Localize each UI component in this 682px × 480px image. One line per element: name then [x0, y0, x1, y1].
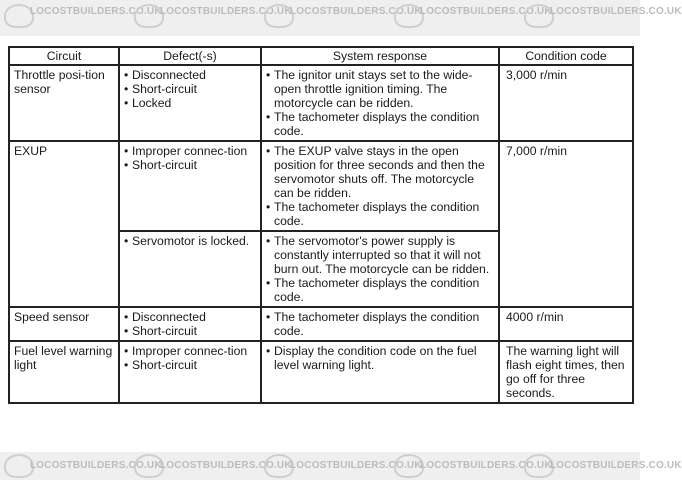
condition-code-cell: 7,000 r/min: [499, 141, 633, 307]
response-item: • The servomotor's power supply is constantly interrupted so that it will not burn out. The motorcycle can be ridden.: [266, 234, 494, 276]
watermark-item: [130, 452, 292, 480]
system-response-cell: [261, 65, 499, 141]
response-item: • The tachometer displays the condition code.: [266, 276, 494, 304]
defect-item: • Short-circuit: [124, 158, 256, 172]
defects-cell: [119, 141, 261, 231]
cropped-footnote: [8, 430, 208, 442]
defect-item: • Disconnected: [124, 68, 256, 82]
watermark-band-top: [0, 0, 682, 36]
watermark-text: LOCOSTBUILDERS.CO.UK: [290, 6, 422, 17]
defect-item: • Servomotor is locked.: [124, 234, 256, 248]
defect-item: • Short-circuit: [124, 324, 256, 338]
response-item: • The tachometer displays the condition code.: [266, 310, 494, 338]
watermark-item: [0, 452, 162, 480]
defect-item: • Improper connec-tion: [124, 344, 256, 358]
defects-cell: [119, 341, 261, 403]
circuit-cell: Speed sensor: [9, 307, 119, 341]
watermark-text: LOCOSTBUILDERS.CO.UK: [30, 460, 162, 471]
system-response-cell: [261, 307, 499, 341]
condition-code-cell: 3,000 r/min: [499, 65, 633, 141]
watermark-item: [520, 452, 682, 480]
response-item: • The tachometer displays the condition code.: [266, 110, 494, 138]
defects-cell: [119, 307, 261, 341]
response-item: • The ignitor unit stays set to the wide-open throttle ignition timing. The motorcycle can be ridden.: [266, 68, 494, 110]
watermark-item: [390, 0, 552, 36]
defect-item: • Improper connec-tion: [124, 144, 256, 158]
system-response-cell: [261, 231, 499, 307]
watermark-item: [260, 452, 422, 480]
circuit-cell: Throttle posi-tion sensor: [9, 65, 119, 141]
condition-code-table: [8, 46, 634, 404]
defect-item: • Locked: [124, 96, 256, 110]
watermark-band-bottom: [0, 452, 682, 480]
system-response-cell: [261, 141, 499, 231]
watermark-item: [390, 452, 552, 480]
response-item: • Display the condition code on the fuel level warning light.: [266, 344, 494, 372]
header-system-response: System response: [261, 47, 499, 65]
defect-item: • Short-circuit: [124, 82, 256, 96]
watermark-text: LOCOSTBUILDERS.CO.UK: [290, 460, 422, 471]
watermark-text: LOCOSTBUILDERS.CO.UK: [160, 6, 292, 17]
condition-code-table-container: [8, 46, 632, 404]
circuit-cell: Fuel level warning light: [9, 341, 119, 403]
watermark-text: LOCOSTBUILDERS.CO.UK: [550, 460, 682, 471]
table-row: [9, 307, 633, 341]
table-row: [9, 65, 633, 141]
condition-code-cell: The warning light will flash eight times, then go off for three seconds.: [499, 341, 633, 403]
defect-item: • Disconnected: [124, 310, 256, 324]
header-defects: Defect(-s): [119, 47, 261, 65]
defects-cell: [119, 65, 261, 141]
defect-item: • Short-circuit: [124, 358, 256, 372]
watermark-text: LOCOSTBUILDERS.CO.UK: [550, 6, 682, 17]
watermark-item: [520, 0, 682, 36]
watermark-item: [0, 0, 162, 36]
table-row: [9, 341, 633, 403]
table-header-row: [9, 47, 633, 65]
table-row: [9, 141, 633, 231]
header-circuit: Circuit: [9, 47, 119, 65]
circuit-cell: EXUP: [9, 141, 119, 307]
watermark-text: LOCOSTBUILDERS.CO.UK: [420, 460, 552, 471]
table-body: [9, 65, 633, 403]
watermark-text: LOCOSTBUILDERS.CO.UK: [160, 460, 292, 471]
condition-code-cell: 4000 r/min: [499, 307, 633, 341]
watermark-text: LOCOSTBUILDERS.CO.UK: [420, 6, 552, 17]
watermark-item: [260, 0, 422, 36]
response-item: • The tachometer displays the condition code.: [266, 200, 494, 228]
watermark-item: [130, 0, 292, 36]
header-condition-code: Condition code: [499, 47, 633, 65]
watermark-text: LOCOSTBUILDERS.CO.UK: [30, 6, 162, 17]
defects-cell: [119, 231, 261, 307]
response-item: • The EXUP valve stays in the open position for three seconds and then the servomotor shuts off. The motorcycle can be ridden.: [266, 144, 494, 200]
system-response-cell: [261, 341, 499, 403]
